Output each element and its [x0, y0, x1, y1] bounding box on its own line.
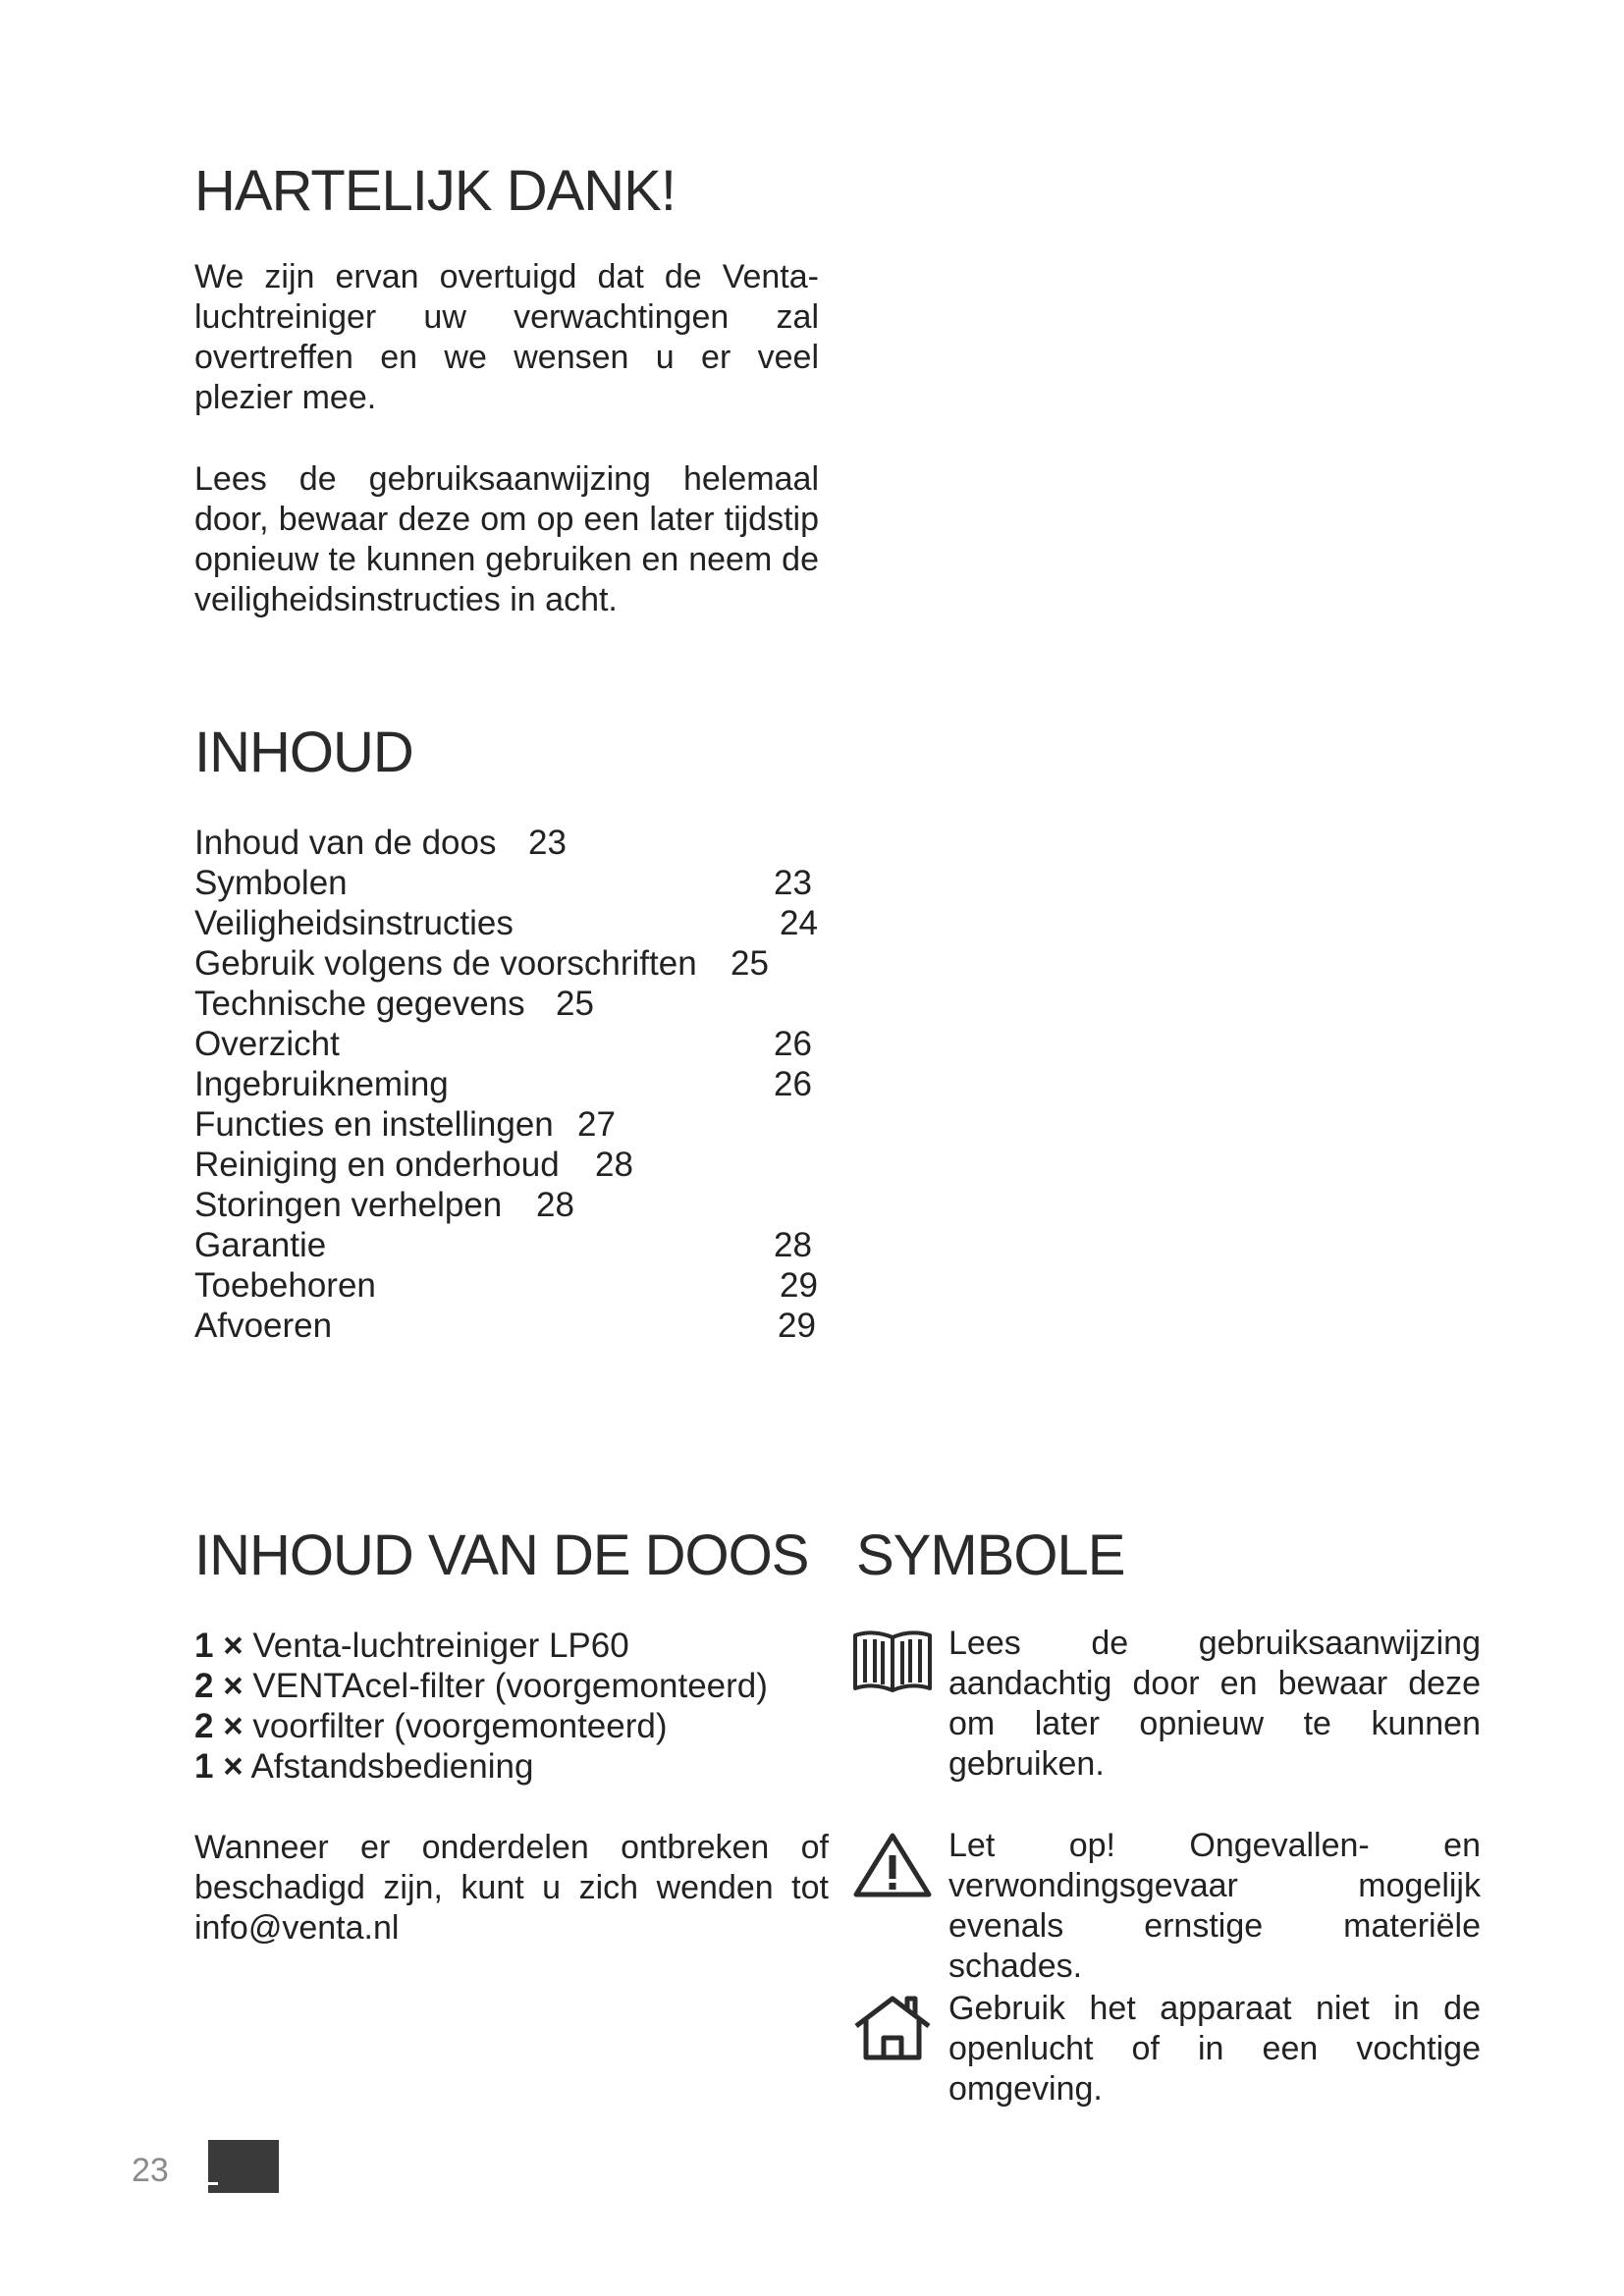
house-icon — [850, 1993, 935, 2061]
list-item — [194, 1706, 768, 1746]
toc-page: 26 — [774, 1065, 812, 1103]
toc-label: Overzicht — [194, 1025, 340, 1063]
toc-page: 28 — [774, 1226, 812, 1264]
toc-item — [194, 1104, 823, 1145]
toc-label: Afvoeren — [194, 1307, 333, 1345]
toc-item — [194, 1306, 823, 1346]
toc-page: 24 — [780, 904, 818, 942]
warning-icon — [850, 1830, 935, 1898]
toc-label: Reiniging en onderhoud — [194, 1146, 560, 1184]
toc-item — [194, 1225, 823, 1265]
toc-page: 25 — [731, 944, 769, 983]
list-item — [194, 1666, 768, 1706]
item-text: Afstandsbediening — [250, 1747, 534, 1786]
symbol-text: Lees de gebruiksaanwijzing aandachtig door en bewaar deze om later opnieuw te kunnen gebruiken. — [948, 1625, 1481, 1783]
thanks-paragraph-1: We zijn ervan overtuigd dat de Venta-luchtreiniger uw verwachtingen zal overtreffen en we wensen u er veel plezier mee. — [194, 258, 819, 416]
symbol-text: Let op! Ongevallen- en verwondingsgevaar mogelijk evenals ernstige materiële schades. — [948, 1827, 1481, 1985]
page-marker — [208, 2140, 279, 2193]
toc-page: 29 — [780, 1266, 818, 1305]
toc-item — [194, 1185, 823, 1225]
toc-item — [194, 903, 823, 943]
item-quantity: 1 × — [194, 1627, 244, 1665]
toc-label: Ingebruikneming — [194, 1065, 449, 1103]
item-text: Venta-luchtreiniger LP60 — [252, 1627, 629, 1665]
symbols-title: SYMBOLE — [856, 1523, 1125, 1587]
box-contents-list — [194, 1626, 768, 1787]
toc-item — [194, 984, 823, 1024]
toc-page: 28 — [595, 1146, 633, 1184]
page-number: 23 — [132, 2152, 169, 2189]
toc-item — [194, 823, 823, 863]
toc-label: Technische gegevens — [194, 985, 525, 1023]
toc-label: Garantie — [194, 1226, 327, 1264]
toc-item — [194, 943, 823, 984]
list-item — [194, 1746, 768, 1787]
toc-item — [194, 1145, 823, 1185]
toc-page: 23 — [528, 824, 567, 862]
toc-page: 26 — [774, 1025, 812, 1063]
toc-item — [194, 1024, 823, 1064]
toc-page: 25 — [556, 985, 594, 1023]
symbol-text: Gebruik het apparaat niet in de openlucht of in een vochtige omgeving. — [948, 1990, 1481, 2108]
box-contents-title: INHOUD VAN DE DOOS — [194, 1523, 809, 1587]
toc-label: Inhoud van de doos — [194, 824, 497, 862]
toc-label: Storingen verhelpen — [194, 1186, 503, 1224]
toc-item — [194, 1265, 823, 1306]
toc-item — [194, 863, 823, 903]
toc-label: Gebruik volgens de voorschriften — [194, 944, 697, 983]
thanks-paragraph-2: Lees de gebruiksaanwijzing helemaal door, bewaar deze om op een later tijdstip opnieuw te kunnen gebruiken en neem de veiligheidsinstructies in acht. — [194, 460, 819, 618]
toc-page: 29 — [778, 1307, 816, 1345]
toc-page: 23 — [774, 864, 812, 902]
toc-label: Toebehoren — [194, 1266, 376, 1305]
item-text: VENTAcel-filter (voorgemonteerd) — [252, 1667, 768, 1705]
book-icon — [850, 1628, 935, 1696]
item-quantity: 2 × — [194, 1667, 244, 1705]
toc-label: Veiligheidsinstructies — [194, 904, 514, 942]
toc-item — [194, 1064, 823, 1104]
list-item — [194, 1626, 768, 1666]
table-of-contents — [194, 823, 823, 1346]
toc-label: Functies en instellingen — [194, 1105, 554, 1144]
toc-page: 28 — [536, 1186, 574, 1224]
toc-page: 27 — [577, 1105, 616, 1144]
item-quantity: 1 × — [194, 1747, 244, 1786]
item-quantity: 2 × — [194, 1707, 244, 1745]
thanks-title: HARTELIJK DANK! — [194, 159, 676, 223]
contents-title: INHOUD — [194, 721, 413, 784]
item-text: voorfilter (voorgemonteerd) — [252, 1707, 668, 1745]
toc-label: Symbolen — [194, 864, 348, 902]
box-contents-note: Wanneer er onderdelen ontbreken of beschadigd zijn, kunt u zich wenden tot info@venta.nl — [194, 1829, 829, 1947]
